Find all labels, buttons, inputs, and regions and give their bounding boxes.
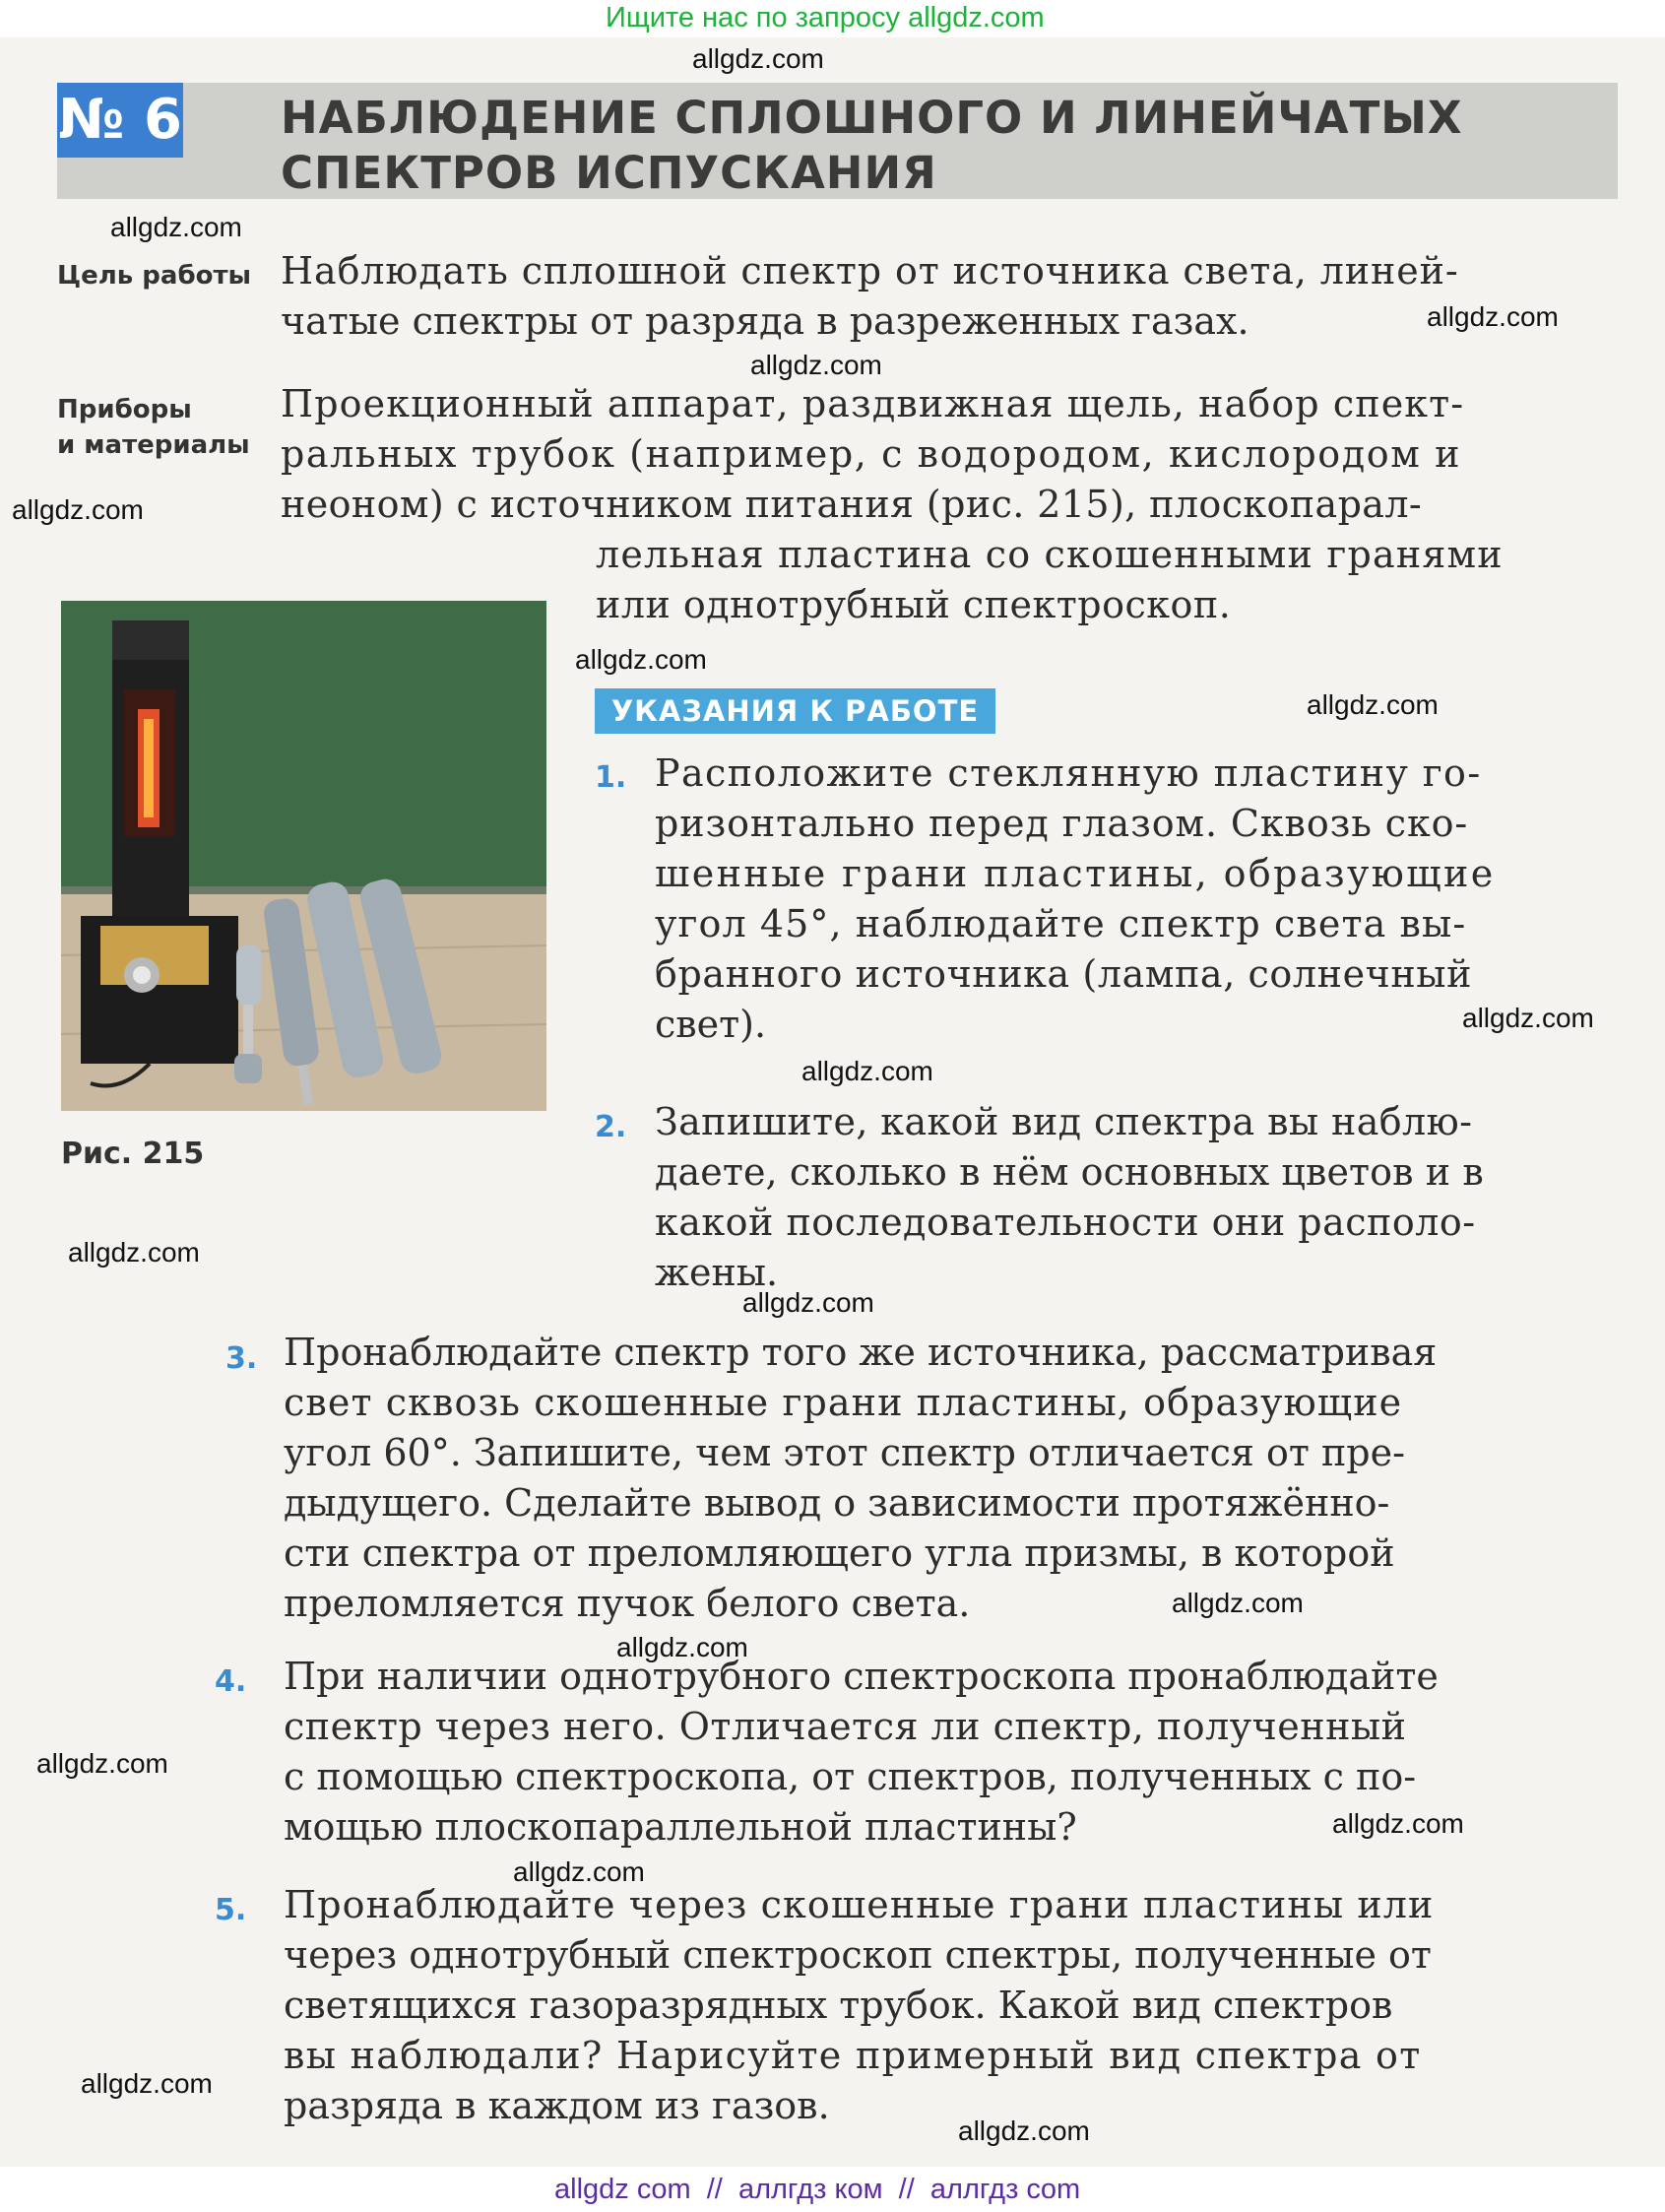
text-line: чатые спектры от разряда в разреженных газах. [281, 299, 1249, 343]
text-line: или однотрубный спектроскоп. [596, 583, 1232, 626]
figure-caption: Рис. 215 [61, 1137, 205, 1171]
text-line: через однотрубный спектроскоп спектры, полученные от [284, 1933, 1432, 1977]
watermark: allgdz.com [1332, 1808, 1464, 1839]
text-line: светящихся газоразрядных трубок. Какой вид спектров [284, 1984, 1393, 2027]
materials-label-line: и материалы [57, 430, 250, 460]
text-line: разряда в каждом из газов. [284, 2084, 830, 2127]
materials-label-line: Приборы [57, 395, 192, 424]
watermark: allgdz.com [575, 644, 707, 675]
text-line: бранного источника (лампа, солнечный [655, 952, 1473, 996]
step-number: 5. [215, 1893, 247, 1927]
text-line: свет). [655, 1003, 767, 1046]
step-3-text [284, 1328, 1618, 1629]
text-line: с помощью спектроскопа, от спектров, полученных с по- [284, 1755, 1417, 1798]
step-2-text [655, 1097, 1618, 1298]
lab-number: № 6 [57, 83, 183, 158]
text-line: даете, сколько в нём основных цветов и в [655, 1150, 1484, 1194]
watermark: allgdz.com [68, 1237, 200, 1268]
text-line: сти спектра от преломляющего угла призмы, в которой [284, 1531, 1395, 1575]
text-line: Наблюдать сплошной спектр от источника света, линей- [281, 249, 1459, 293]
text-line: При наличии однотрубного спектроскопа пронаблюдайте [284, 1655, 1439, 1698]
goal-text [281, 246, 1618, 347]
title-line: НАБЛЮДЕНИЕ СПЛОШНОГО И ЛИНЕЙЧАТЫХ [281, 92, 1463, 144]
text-line: какой последовательности они располо- [655, 1201, 1476, 1244]
text-line: вы наблюдали? Нарисуйте примерный вид спектра от [284, 2034, 1422, 2077]
watermark: allgdz.com [692, 43, 824, 74]
watermark: allgdz.com [1172, 1588, 1304, 1618]
watermark: allgdz.com [1307, 689, 1439, 720]
watermark: allgdz.com [1462, 1003, 1594, 1033]
watermark: allgdz.com [81, 2068, 213, 2099]
step-number: 1. [595, 760, 627, 795]
top-banner [0, 0, 1665, 37]
watermark: allgdz.com [958, 2115, 1090, 2146]
text-line: лельная пластина со скошенными гранями [596, 533, 1504, 576]
watermark: allgdz.com [110, 212, 242, 242]
watermark: allgdz.com [1427, 301, 1559, 332]
text-line: неоном) с источником питания (рис. 215), плоскопарал- [281, 483, 1423, 526]
text-line: шенные грани пластины, образующие [655, 852, 1496, 895]
text-line: Пронаблюдайте через скошенные грани пластины или [284, 1883, 1435, 1926]
text-line: Пронаблюдайте спектр того же источника, рассматривая [284, 1331, 1438, 1374]
bottom-banner-text: allgdz com // аллгдз ком // аллгдз com [554, 2174, 1081, 2205]
watermark: allgdz.com [12, 494, 144, 525]
watermark: allgdz.com [513, 1856, 645, 1887]
text-line: угол 60°. Запишите, чем этот спектр отличается от пре- [284, 1431, 1405, 1474]
text-line: Проекционный аппарат, раздвижная щель, набор спект- [281, 382, 1465, 425]
materials-label [57, 392, 250, 463]
apparatus-illustration [61, 601, 546, 1111]
watermark: allgdz.com [616, 1632, 748, 1662]
text-line: ризонтально перед глазом. Сквозь ско- [655, 802, 1469, 845]
watermark: allgdz.com [742, 1287, 874, 1318]
materials-text [281, 379, 1618, 630]
text-line: преломляется пучок белого света. [284, 1582, 971, 1625]
text-line: спектр через него. Отличается ли спектр, полученный [284, 1705, 1407, 1748]
apparatus-photo [61, 601, 546, 1111]
title-line: СПЕКТРОВ ИСПУСКАНИЯ [281, 147, 937, 199]
goal-label: Цель работы [57, 261, 252, 291]
watermark: allgdz.com [36, 1748, 168, 1779]
step-5-text [284, 1880, 1618, 2131]
step-number: 3. [225, 1341, 258, 1376]
text-line: Запишите, какой вид спектра вы наблю- [655, 1100, 1473, 1143]
page-title [281, 91, 1561, 201]
text-line: Расположите стеклянную пластину го- [655, 751, 1482, 795]
watermark: allgdz.com [801, 1056, 933, 1086]
text-line: дыдущего. Сделайте вывод о зависимости протяжённо- [284, 1481, 1390, 1525]
text-line: жены. [655, 1251, 779, 1294]
text-line: ральных трубок (например, с водородом, кислородом и [281, 432, 1462, 476]
text-line: свет сквозь скошенные грани пластины, образующие [284, 1381, 1403, 1424]
watermark: allgdz.com [750, 350, 882, 380]
text-line: мощью плоскопараллельной пластины? [284, 1805, 1077, 1849]
step-number: 2. [595, 1110, 627, 1144]
step-number: 4. [215, 1664, 247, 1699]
top-banner-text: Ищите нас по запросу allgdz.com [606, 2, 1045, 33]
bottom-banner [0, 2167, 1665, 2212]
text-line: угол 45°, наблюдайте спектр света вы- [655, 902, 1467, 945]
instructions-badge: УКАЗАНИЯ К РАБОТЕ [595, 688, 995, 734]
